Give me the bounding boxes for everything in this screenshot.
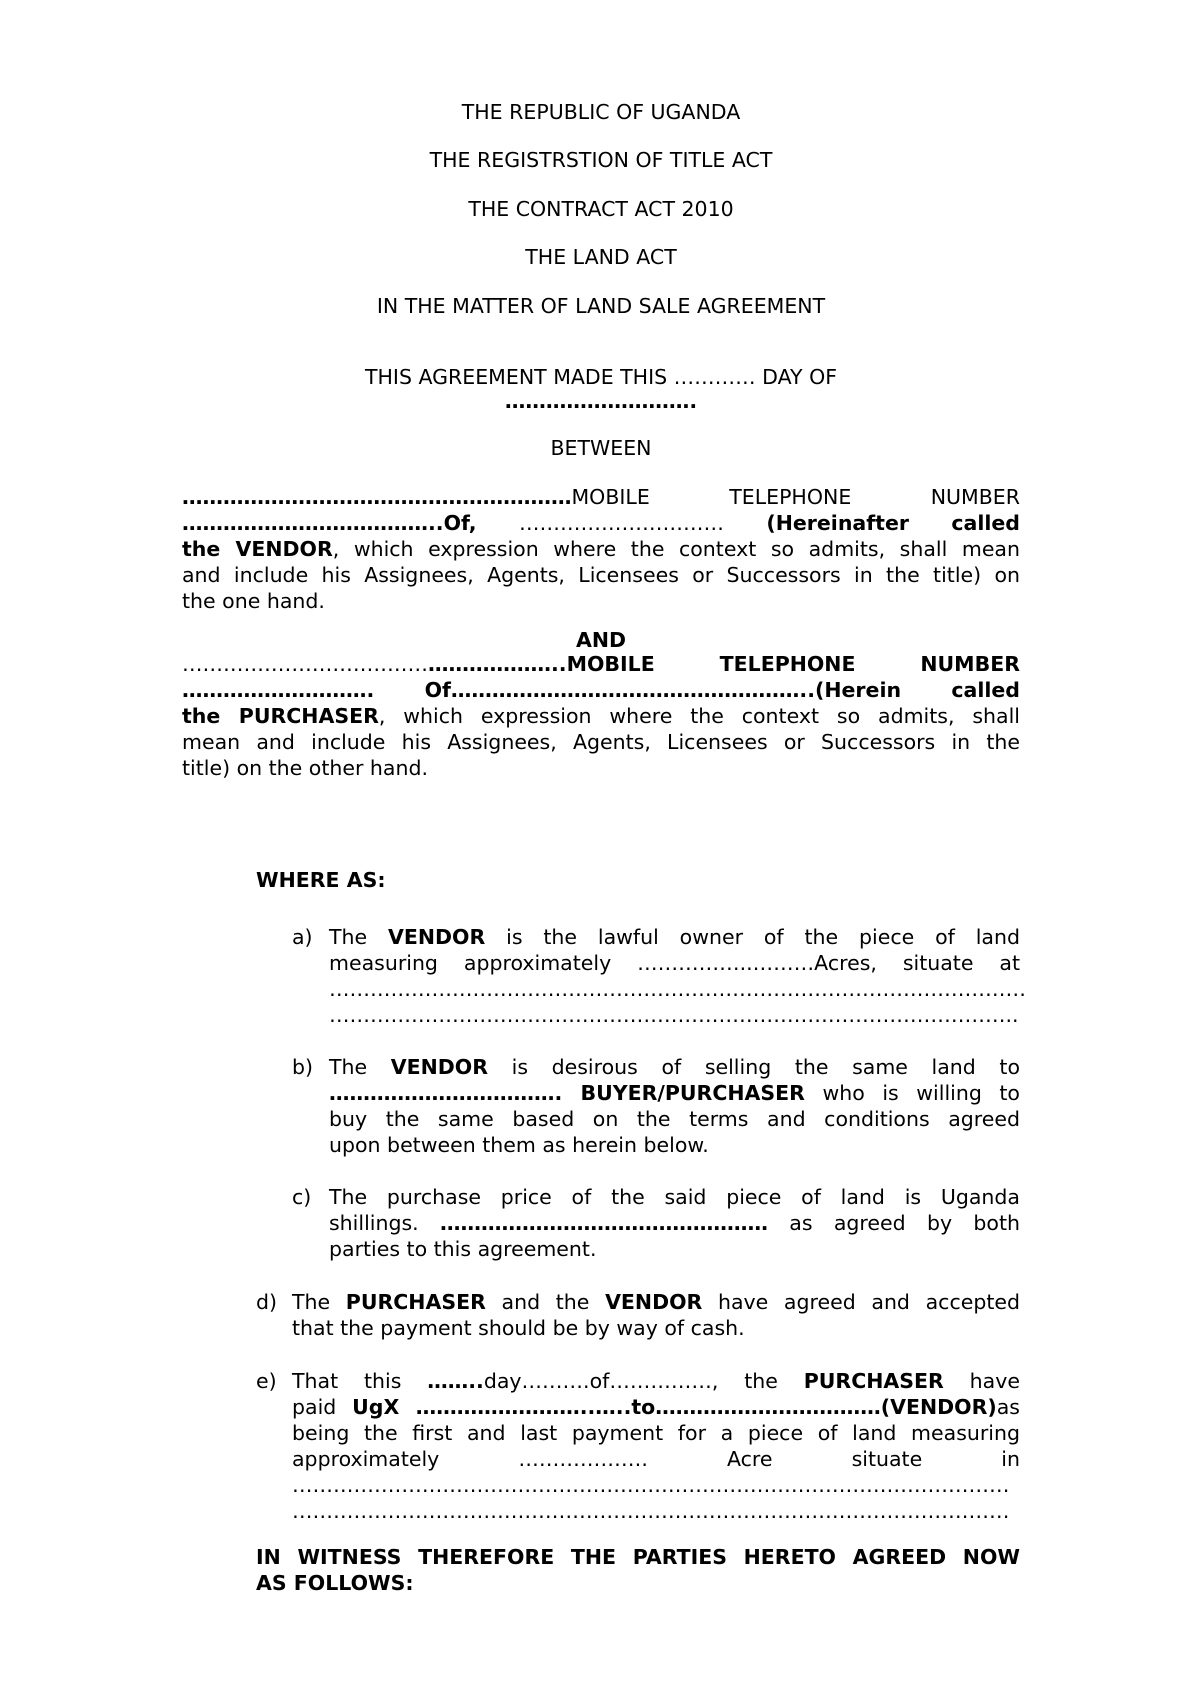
clause-e-approximately: approximately bbox=[292, 1447, 440, 1471]
purchaser-name-dots: ……………………………… bbox=[182, 652, 428, 676]
agreement-made-this: THIS AGREEMENT MADE THIS ………… DAY OF bbox=[364, 365, 838, 389]
clause-c-price-blank: ………………………………………… bbox=[439, 1211, 768, 1235]
purchaser-line-1 bbox=[182, 651, 1020, 677]
clause-d-label: d) bbox=[256, 1290, 278, 1314]
clause-e-acre: Acre bbox=[726, 1447, 773, 1471]
clause-b-vendor: VENDOR bbox=[390, 1055, 489, 1079]
clause-c bbox=[329, 1184, 1020, 1262]
clause-e-have: have bbox=[943, 1369, 1020, 1393]
vendor-paragraph bbox=[182, 484, 1020, 614]
vendor-called: called bbox=[951, 511, 1020, 535]
vendor-address-blank: ………………………… bbox=[518, 511, 724, 535]
purchaser-line-2 bbox=[182, 677, 1020, 703]
clause-e-in: in bbox=[1001, 1447, 1020, 1471]
purchaser-line-4: mean and include his Assignees, Agents, Licensees or Successors in the bbox=[182, 730, 1020, 754]
vendor-telephone-label: TELEPHONE bbox=[729, 485, 852, 509]
purchaser-name-blank: ……………….. bbox=[428, 652, 567, 676]
clause-b-line-2 bbox=[329, 1080, 1020, 1106]
purchaser-called: called bbox=[951, 678, 1020, 702]
clause-b-line-2-text: who is willing to bbox=[804, 1081, 1020, 1105]
clause-e-situate: situate bbox=[851, 1447, 923, 1471]
clause-a-line-2: measuring approximately ……………..………Acres, situate at bbox=[329, 951, 1020, 975]
vendor-term: the VENDOR bbox=[182, 537, 333, 561]
clause-b-buyer: ……………………………. BUYER/PURCHASER bbox=[329, 1081, 805, 1105]
clause-c-shillings: shillings. bbox=[329, 1211, 440, 1235]
purchaser-line-3 bbox=[182, 703, 1020, 729]
clause-b-line-4: upon between them as herein below. bbox=[329, 1133, 709, 1157]
clause-d-line-2: that the payment should be by way of cash. bbox=[292, 1316, 745, 1340]
purchaser-address-blank: Of……………………………………………..(Herein bbox=[424, 678, 902, 702]
title-land-act: THE LAND ACT bbox=[525, 245, 677, 269]
vendor-mobile-label: MOBILE bbox=[571, 485, 650, 509]
clause-a-vendor: VENDOR bbox=[388, 925, 486, 949]
vendor-line-4: and include his Assignees, Agents, Licensees or Successors in the title) on bbox=[182, 563, 1020, 587]
clause-e-that-this: That this bbox=[292, 1369, 428, 1393]
clause-a-label: a) bbox=[292, 925, 313, 949]
clause-d-and-the: and the bbox=[485, 1290, 606, 1314]
clause-a-line-1-text: is the lawful owner of the piece of land bbox=[485, 925, 1020, 949]
vendor-line-3-text: , which expression where the context so admits, shall mean bbox=[332, 537, 1020, 561]
purchaser-line-5: title) on the other hand. bbox=[182, 756, 429, 780]
vendor-hereinafter: (Hereinafter bbox=[766, 511, 909, 535]
clause-e-line-3: being the first and last payment for a piece of land measuring bbox=[292, 1421, 1020, 1445]
between-heading: BETWEEN bbox=[550, 436, 652, 460]
vendor-line-2 bbox=[182, 510, 1020, 536]
clause-c-line-2 bbox=[329, 1210, 1020, 1236]
purchaser-phone-blank: ………………………. bbox=[182, 678, 375, 702]
clause-e-label: e) bbox=[256, 1369, 277, 1393]
witness-paragraph bbox=[256, 1544, 1020, 1596]
purchaser-number-label: NUMBER bbox=[920, 652, 1020, 676]
clause-e-line-4 bbox=[292, 1446, 1020, 1472]
title-matter: IN THE MATTER OF LAND SALE AGREEMENT bbox=[376, 294, 826, 318]
vendor-name-blank: ………………………………………………… bbox=[182, 485, 572, 509]
agreement-day-of-blank: ………………………. bbox=[504, 389, 698, 413]
clause-c-line-1: The purchase price of the said piece of land is Uganda bbox=[329, 1185, 1020, 1209]
vendor-number-label: NUMBER bbox=[930, 485, 1020, 509]
witness-line-1: IN WITNESS THEREFORE THE PARTIES HERETO AGREED NOW bbox=[256, 1545, 1020, 1569]
clause-a-line-3: ………………………………………………………………………………………… bbox=[329, 977, 1026, 1001]
purchaser-paragraph bbox=[182, 651, 1020, 781]
clause-a-line-4: ……………………………………………………………………………………….. bbox=[329, 1003, 1019, 1027]
clause-e-line-6: …………………………………………………………………………………………… bbox=[292, 1499, 1010, 1523]
clause-e-acre-blank: ………………. bbox=[518, 1447, 648, 1471]
clause-a bbox=[329, 924, 1026, 1028]
clause-e-amount-blank: UgX ……………………..…..to……………………………(VENDOR) bbox=[352, 1395, 997, 1419]
clause-b-line-1-text: is desirous of selling the same land to bbox=[488, 1055, 1020, 1079]
clause-e-line-2 bbox=[292, 1394, 1020, 1420]
clause-d-line-1-text: have agreed and accepted bbox=[702, 1290, 1020, 1314]
vendor-phone-blank: ………………………………..Of, bbox=[182, 511, 477, 535]
clause-e-purchaser: PURCHASER bbox=[803, 1369, 944, 1393]
clause-a-the: The bbox=[329, 925, 388, 949]
purchaser-line-3-text: , which expression where the context so admits, shall bbox=[378, 704, 1020, 728]
clause-d-line-1 bbox=[292, 1289, 1020, 1315]
vendor-line-1 bbox=[182, 484, 1020, 510]
clause-b-line-1 bbox=[329, 1054, 1020, 1080]
clause-c-line-3: parties to this agreement. bbox=[329, 1237, 597, 1261]
clause-e-paid: paid bbox=[292, 1395, 353, 1419]
title-republic: THE REPUBLIC OF UGANDA bbox=[461, 100, 741, 124]
witness-line-2: AS FOLLOWS: bbox=[256, 1571, 414, 1595]
title-registration-act: THE REGISTRSTION OF TITLE ACT bbox=[429, 148, 773, 172]
clause-b-line-3: buy the same based on the terms and conditions agreed bbox=[329, 1107, 1020, 1131]
and-heading: AND bbox=[575, 628, 627, 652]
clause-b-the: The bbox=[329, 1055, 391, 1079]
title-contract-act: THE CONTRACT ACT 2010 bbox=[468, 197, 734, 221]
vendor-line-5: the one hand. bbox=[182, 589, 325, 613]
clause-e-line-1 bbox=[292, 1368, 1020, 1394]
clause-a-line-1 bbox=[329, 924, 1020, 950]
clause-c-label: c) bbox=[292, 1185, 312, 1209]
clause-e-day-of: day……….of……………, the bbox=[483, 1369, 804, 1393]
purchaser-mobile-label: MOBILE bbox=[566, 652, 655, 676]
clause-d-purchaser: PURCHASER bbox=[345, 1290, 486, 1314]
purchaser-term: the PURCHASER bbox=[182, 704, 379, 728]
vendor-line-3 bbox=[182, 536, 1020, 562]
clause-e-day-blank: …….. bbox=[427, 1369, 484, 1393]
clause-d bbox=[292, 1289, 1020, 1341]
clause-d-the: The bbox=[292, 1290, 346, 1314]
purchaser-telephone-label: TELEPHONE bbox=[719, 652, 856, 676]
whereas-heading: WHERE AS: bbox=[256, 868, 386, 892]
clause-e-line-5: …………………………………………………………………………………………… bbox=[292, 1473, 1010, 1497]
clause-b bbox=[329, 1054, 1020, 1158]
clause-e-as: as bbox=[996, 1395, 1020, 1419]
clause-c-line-2-text: as agreed by both bbox=[767, 1211, 1020, 1235]
clause-b-label: b) bbox=[292, 1055, 314, 1079]
clause-e bbox=[292, 1368, 1020, 1524]
clause-d-vendor: VENDOR bbox=[605, 1290, 703, 1314]
